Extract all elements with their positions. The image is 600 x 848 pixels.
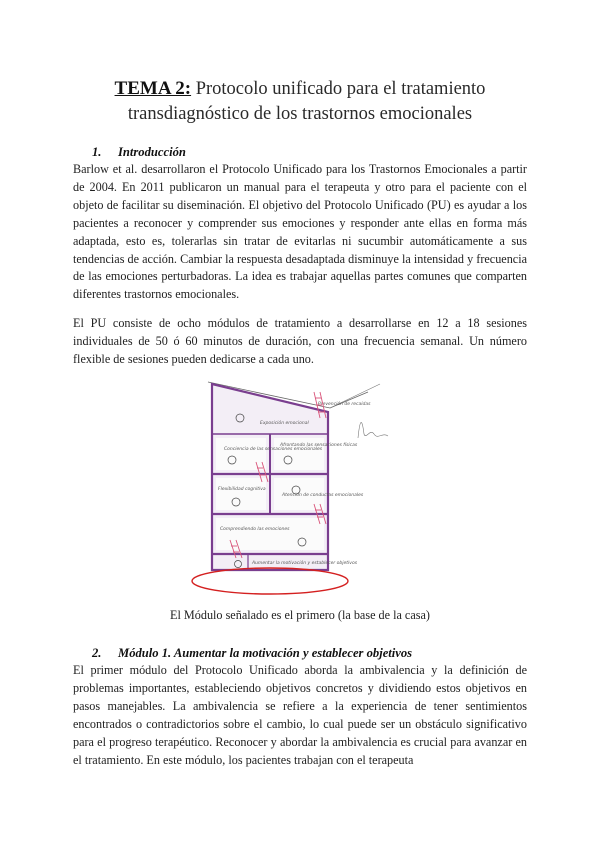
section-heading-modulo-1 (92, 646, 412, 661)
label-room-r1: Afrontando las sensaciones físicas (280, 443, 358, 448)
figure-caption: El Módulo señalado es el primero (la base de la casa) (170, 608, 430, 622)
label-room-3: Comprendiendo las emociones (220, 527, 290, 532)
label-room-l2: Flexibilidad cognitiva (218, 487, 266, 492)
label-room-l1: Conciencia de las sensaciones emocionales (224, 447, 323, 452)
paragraph-intro-1: Barlow et al. desarrollaron el Protocolo Unificado para los Trastornos Emocionales a partir de 2004. En 2011 publicaron un manual para el terapeuta y otro para el paciente con el objeto de facilitar su diseminación. El objetivo del Protocolo Unificado (PU) es ayudar a los pacientes a reconocer y comprender sus emociones y responder ante ellas en forma más adaptada, esto es, tolerarlas sin tratar de evitarlas ni sucumbir automáticamente a sus tendencias de acción. Cambiar la respuesta desadaptada disminuye la intensidad y frecuencia de las emociones perturbadoras. La idea es trabajar aquellas partes comunes que comparten diferentes trastornos emocionales. (73, 162, 527, 302)
label-roof: Prevención de recaídas (318, 402, 371, 407)
document-title (40, 76, 560, 127)
title-tema-label: TEMA 2: (114, 78, 192, 99)
label-base: Aumentar la motivación y establecer objetivos (252, 561, 358, 566)
section-number: 2. (92, 646, 102, 660)
paragraph-modulo-1: El primer módulo del Protocolo Unificado aborda la ambivalencia y la definición de problemas importantes, estableciendo objetivos concretos y dividiendo estos objetivos en pasos manejables. La ambivalencia se refiere a la experiencia de tener sentimientos encontrados o contradictorios sobre el cambio, lo cual puede ser un obstáculo significativo para el progreso terapéutico. Reconocer y abordar la ambivalencia es crucial para avanzar en el tratamiento. En este módulo, los pacientes trabajan con el terapeuta (73, 663, 527, 767)
section-heading-introduccion (92, 145, 186, 160)
house-diagram (190, 378, 430, 598)
section-title: Módulo 1. Aumentar la motivación y establecer objetivos (118, 646, 413, 660)
section-title: Introducción (118, 145, 186, 159)
title-line1: Protocolo unificado para el tratamiento (191, 79, 486, 99)
section-number: 1. (92, 145, 102, 159)
paragraph-intro-2: El PU consiste de ocho módulos de tratamiento a desarrollarse en 12 a 18 sesiones individuales de 50 ó 60 minutos de duración, con una frecuencia semanal. Un número flexible de sesiones pueden dedicarse a cada uno. (73, 316, 527, 366)
title-line2: transdiagnóstico de los trastornos emocionales (127, 104, 473, 124)
label-room-r2: Atención de conductas emocionales (282, 493, 364, 498)
label-room-top: Exposición emocional (260, 421, 309, 426)
